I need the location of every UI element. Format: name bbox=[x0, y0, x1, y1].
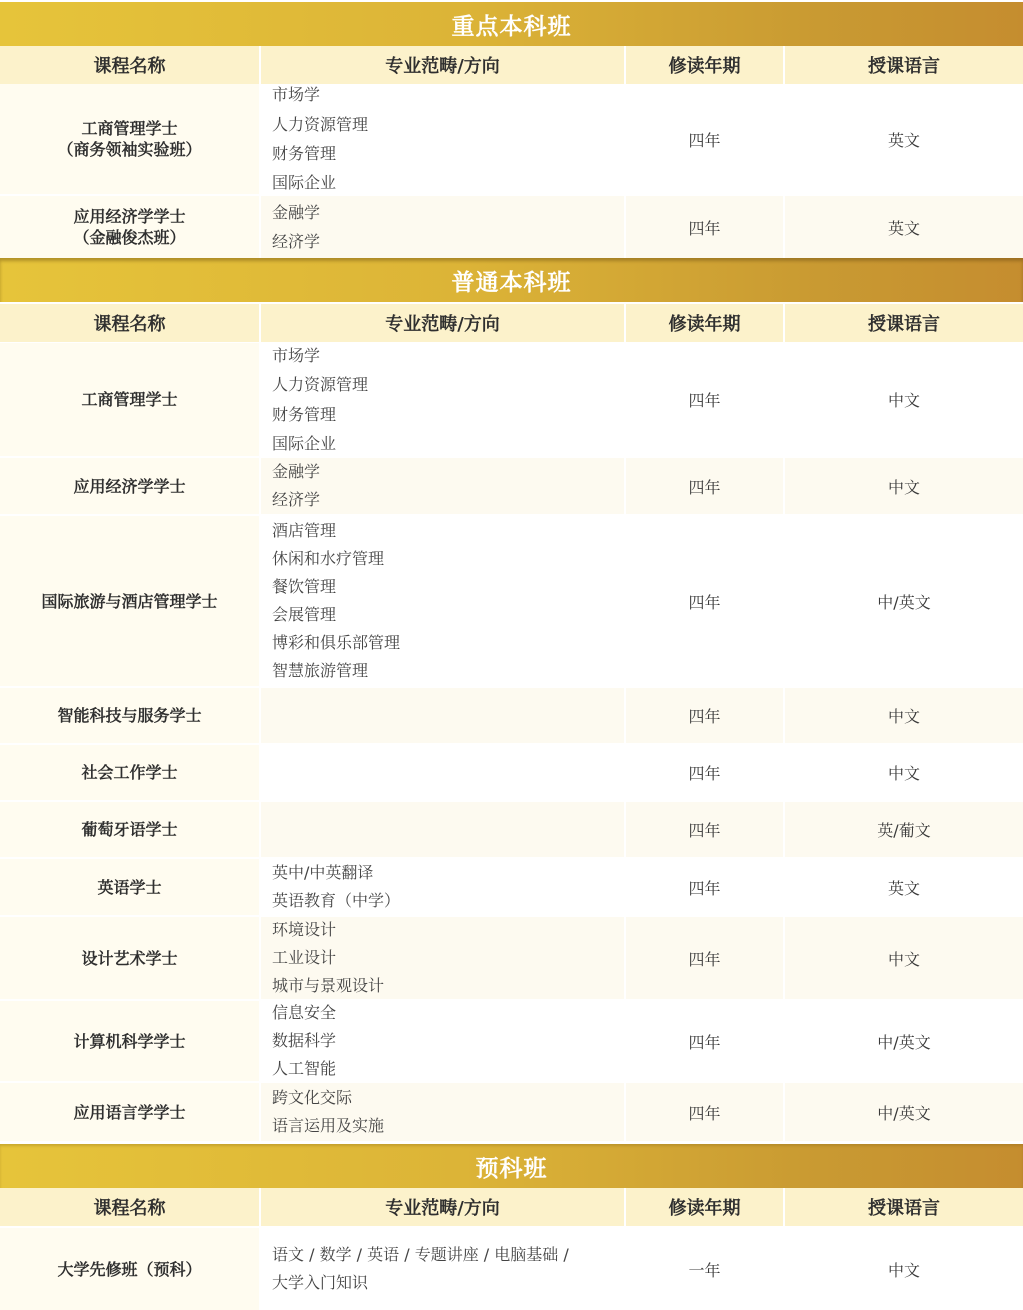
header-years: 修读年期 bbox=[626, 304, 783, 342]
text-line: 休闲和水疗管理 bbox=[272, 549, 385, 568]
section-title: 普通本科班 bbox=[451, 269, 572, 296]
header-course: 课程名称 bbox=[0, 304, 259, 342]
table-header bbox=[0, 304, 1023, 342]
table-row bbox=[0, 688, 1023, 743]
study-years: 四年 bbox=[626, 196, 783, 258]
text-line: 财务管理 bbox=[272, 404, 337, 424]
study-years: 四年 bbox=[626, 1083, 783, 1141]
teaching-language: 中文 bbox=[785, 1228, 1023, 1310]
major-list bbox=[261, 516, 624, 686]
table-row bbox=[0, 745, 1023, 800]
course-name: 计算机科学学士 bbox=[0, 1001, 259, 1081]
course-name bbox=[0, 196, 259, 258]
study-years: 一年 bbox=[626, 1228, 783, 1310]
table-row bbox=[0, 1083, 1023, 1141]
text-line: 餐饮管理 bbox=[272, 577, 337, 596]
table-row bbox=[0, 458, 1023, 514]
header-language: 授课语言 bbox=[785, 46, 1023, 84]
text-line: 数据科学 bbox=[272, 1031, 337, 1050]
text-line: 国际企业 bbox=[272, 173, 337, 193]
section-title: 预科班 bbox=[475, 1155, 548, 1182]
course-name: 社会工作学士 bbox=[0, 745, 259, 800]
text-line: 人力资源管理 bbox=[272, 114, 369, 134]
major-lines bbox=[272, 198, 320, 257]
major-lines bbox=[272, 1084, 384, 1140]
teaching-language: 英/葡文 bbox=[785, 802, 1023, 857]
course-name-lines bbox=[57, 118, 201, 160]
header-major: 专业范畴/方向 bbox=[261, 46, 624, 84]
study-years: 四年 bbox=[626, 859, 783, 915]
course-name: 工商管理学士 bbox=[0, 343, 259, 456]
teaching-language: 英文 bbox=[785, 859, 1023, 915]
section-banner-regular-undergraduate bbox=[0, 258, 1023, 302]
study-years: 四年 bbox=[626, 343, 783, 456]
course-name: 应用经济学学士 bbox=[0, 458, 259, 514]
major-list bbox=[261, 1001, 624, 1081]
study-years: 四年 bbox=[626, 745, 783, 800]
text-line: 酒店管理 bbox=[272, 521, 337, 540]
major-list bbox=[261, 859, 624, 915]
major-list bbox=[261, 802, 624, 857]
teaching-language: 英文 bbox=[785, 84, 1023, 194]
header-years: 修读年期 bbox=[626, 1188, 783, 1226]
header-course: 课程名称 bbox=[0, 1188, 259, 1226]
table-header bbox=[0, 46, 1023, 84]
text-line: （商务领袖实验班） bbox=[57, 140, 202, 159]
table-row bbox=[0, 196, 1023, 258]
major-list bbox=[261, 1083, 624, 1141]
study-years: 四年 bbox=[626, 917, 783, 999]
teaching-language: 英文 bbox=[785, 196, 1023, 258]
text-line: 市场学 bbox=[272, 85, 321, 105]
text-line: 信息安全 bbox=[272, 1003, 337, 1022]
course-name: 国际旅游与酒店管理学士 bbox=[0, 516, 259, 686]
teaching-language: 中/英文 bbox=[785, 516, 1023, 686]
course-name: 大学先修班（预科） bbox=[0, 1228, 259, 1310]
course-name: 英语学士 bbox=[0, 859, 259, 915]
study-years: 四年 bbox=[626, 516, 783, 686]
major-list bbox=[261, 745, 624, 800]
major-lines bbox=[272, 859, 400, 915]
course-name bbox=[0, 84, 259, 194]
major-list bbox=[261, 84, 624, 194]
major-lines bbox=[272, 341, 368, 458]
course-name: 应用语言学学士 bbox=[0, 1083, 259, 1141]
study-years: 四年 bbox=[626, 1001, 783, 1081]
text-line: 语文 / 数学 / 英语 / 专题讲座 / 电脑基础 / bbox=[272, 1245, 569, 1264]
section-rows bbox=[0, 1228, 1023, 1310]
table-row bbox=[0, 917, 1023, 999]
text-line: 跨文化交际 bbox=[272, 1088, 353, 1107]
table-row bbox=[0, 1228, 1023, 1310]
major-lines bbox=[272, 458, 320, 514]
table-row bbox=[0, 343, 1023, 456]
major-list bbox=[261, 917, 624, 999]
text-line: 财务管理 bbox=[272, 144, 337, 163]
major-lines bbox=[272, 80, 368, 197]
text-line: 应用经济学学士 bbox=[73, 207, 186, 226]
table-row bbox=[0, 84, 1023, 194]
teaching-language: 中/英文 bbox=[785, 1083, 1023, 1141]
teaching-language: 中文 bbox=[785, 688, 1023, 743]
text-line: 工商管理学士 bbox=[81, 119, 178, 138]
text-line: 工业设计 bbox=[272, 948, 337, 967]
text-line: 博彩和俱乐部管理 bbox=[272, 633, 401, 652]
text-line: 经济学 bbox=[272, 232, 321, 251]
header-language: 授课语言 bbox=[785, 1188, 1023, 1226]
text-line: 语言运用及实施 bbox=[272, 1116, 385, 1135]
major-list bbox=[261, 1228, 624, 1310]
text-line: 金融学 bbox=[272, 202, 321, 222]
text-line: 城市与景观设计 bbox=[272, 976, 385, 995]
course-name: 智能科技与服务学士 bbox=[0, 688, 259, 743]
section-rows bbox=[0, 343, 1023, 1141]
major-list bbox=[261, 343, 624, 456]
text-line: 会展管理 bbox=[272, 605, 337, 624]
table-header bbox=[0, 1188, 1023, 1226]
teaching-language: 中文 bbox=[785, 343, 1023, 456]
table-row bbox=[0, 1001, 1023, 1081]
course-name: 设计艺术学士 bbox=[0, 917, 259, 999]
header-course: 课程名称 bbox=[0, 46, 259, 84]
teaching-language: 中/英文 bbox=[785, 1001, 1023, 1081]
text-line: （金融俊杰班） bbox=[73, 228, 186, 247]
major-list bbox=[261, 458, 624, 514]
major-lines bbox=[272, 1241, 569, 1297]
study-years: 四年 bbox=[626, 84, 783, 194]
header-major: 专业范畴/方向 bbox=[261, 1188, 624, 1226]
major-lines bbox=[272, 916, 384, 1000]
text-line: 经济学 bbox=[272, 490, 321, 509]
header-language: 授课语言 bbox=[785, 304, 1023, 342]
text-line: 英中/中英翻译 bbox=[272, 863, 374, 882]
section-banner-foundation bbox=[0, 1144, 1023, 1188]
major-list bbox=[261, 688, 624, 743]
text-line: 人力资源管理 bbox=[272, 375, 369, 395]
text-line: 环境设计 bbox=[272, 920, 337, 939]
teaching-language: 中文 bbox=[785, 458, 1023, 514]
teaching-language: 中文 bbox=[785, 745, 1023, 800]
text-line: 市场学 bbox=[272, 345, 321, 365]
text-line: 金融学 bbox=[272, 462, 321, 481]
course-name: 葡萄牙语学士 bbox=[0, 802, 259, 857]
header-years: 修读年期 bbox=[626, 46, 783, 84]
study-years: 四年 bbox=[626, 458, 783, 514]
course-name-lines bbox=[73, 206, 185, 248]
header-major: 专业范畴/方向 bbox=[261, 304, 624, 342]
text-line: 大学入门知识 bbox=[272, 1273, 369, 1292]
section-title: 重点本科班 bbox=[451, 13, 572, 40]
text-line: 国际企业 bbox=[272, 433, 337, 453]
study-years: 四年 bbox=[626, 688, 783, 743]
study-years: 四年 bbox=[626, 802, 783, 857]
text-line: 人工智能 bbox=[272, 1059, 337, 1078]
table-row bbox=[0, 802, 1023, 857]
section-rows bbox=[0, 84, 1023, 258]
teaching-language: 中文 bbox=[785, 917, 1023, 999]
major-list bbox=[261, 196, 624, 258]
table-row bbox=[0, 516, 1023, 686]
section-banner-key-undergraduate bbox=[0, 2, 1023, 46]
text-line: 智慧旅游管理 bbox=[272, 661, 369, 680]
major-lines bbox=[272, 999, 336, 1083]
major-lines bbox=[272, 517, 400, 685]
table-row bbox=[0, 859, 1023, 915]
text-line: 英语教育（中学） bbox=[272, 891, 401, 910]
